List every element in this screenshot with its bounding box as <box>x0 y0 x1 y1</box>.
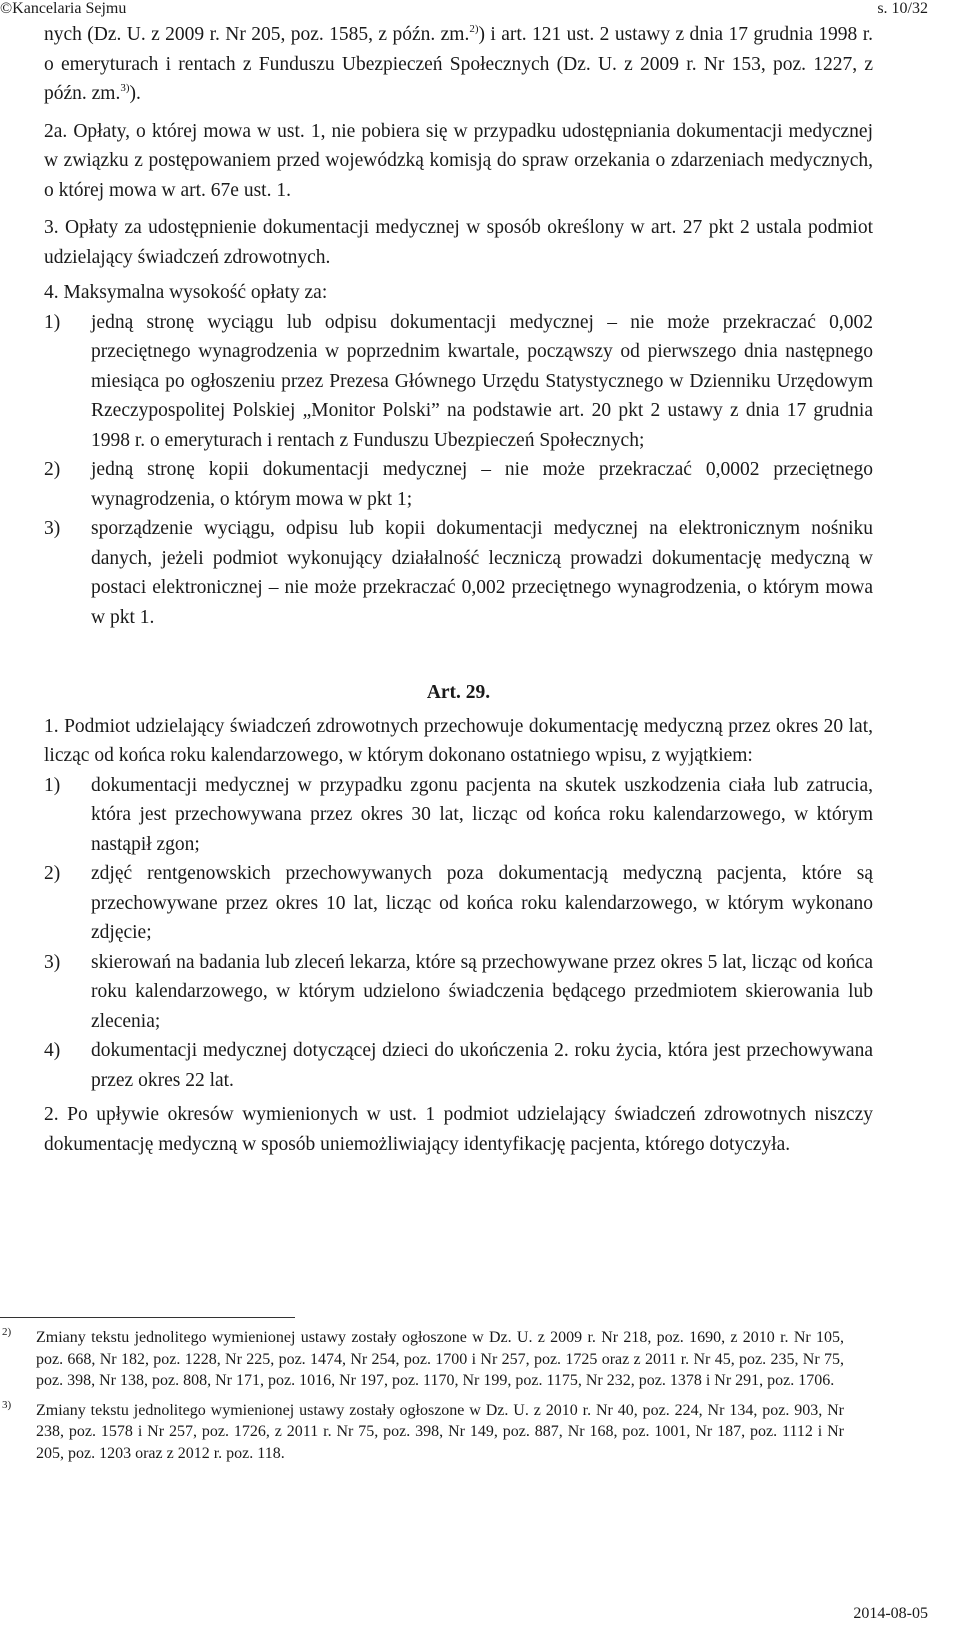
list-item-number: 3) <box>44 518 61 539</box>
continued-text-a: nych (Dz. U. z 2009 r. Nr 205, poz. 1585, z późn. zm. <box>44 24 470 45</box>
list-item <box>44 771 873 860</box>
footnote-separator <box>0 1317 295 1318</box>
footnote-ref-3: 3) <box>120 82 130 94</box>
footnote-text: Zmiany tekstu jednolitego wymienionej ustawy zostały ogłoszone w Dz. U. z 2010 r. Nr 40, poz. 224, Nr 134, poz. 903, Nr 238, poz. 1578 i Nr 257, poz. 1726, z 2011 r. Nr 75, poz. 398, Nr 149, poz. 887, Nr 168, poz. 1001, Nr 187, poz. 1112 i Nr 205, poz. 1203 oraz z 2012 r. poz. 118. <box>36 1401 844 1462</box>
list-item-number: 2) <box>44 863 61 884</box>
list-item-number: 3) <box>44 951 61 973</box>
paragraph-2a: 2a. Opłaty, o której mowa w ust. 1, nie pobiera się w przypadku udostępniania dokumentacji medycznej w związku z postępowaniem przed wojewódzką komisją do spraw orzekania o zdarzeniach medycznych, o której mowa w art. 67e ust. 1. <box>44 120 873 201</box>
article-29-list <box>44 771 873 1096</box>
list-item-text: jedną stronę kopii dokumentacji medycznej – nie może przekraczać 0,0002 przeciętnego wynagrodzenia, o którym mowa w pkt 1; <box>91 459 873 510</box>
paragraph-4: 4. Maksymalna wysokość opłaty za: <box>44 282 328 303</box>
footnote <box>0 1400 844 1465</box>
list-item-number: 4) <box>44 1040 61 1061</box>
list-item-number: 1) <box>44 311 61 333</box>
continued-text-b: ) i art. 121 ust. 2 ustawy z dnia 17 grudnia 1998 r. o emeryturach i rentach z Funduszu Ubezpieczeń Społecznych (Dz. U. z 2009 r. Nr 153, poz. 1227, z późn. zm. <box>44 24 873 104</box>
paragraph-3: 3. Opłaty za udostępnienie dokumentacji medycznej w sposób określony w art. 27 pkt 2 ustala podmiot udzielający świadczeń zdrowotnych. <box>44 217 873 268</box>
footnote-mark: 2) <box>2 1326 12 1338</box>
list-item-text: jedną stronę wyciągu lub odpisu dokumentacji medycznej – nie może przekraczać 0,002 przeciętnego wynagrodzenia w poprzednim kwartale, począwszy od pierwszego dnia następnego miesiąca po ogłoszeniu przez Prezesa Głównego Urzędu Statystycznego w Dzienniku Urzędowym Rzeczypospolitej Polskiej „Monitor Polski” na podstawie art. 20 pkt 2 ustawy z dnia 17 grudnia 1998 r. o emeryturach i rentach z Funduszu Ubezpieczeń Społecznych; <box>91 311 873 451</box>
header-publisher: ©Kancelaria Sejmu <box>0 0 127 17</box>
list-item-text: sporządzenie wyciągu, odpisu lub kopii dokumentacji medycznej na elektronicznym nośniku danych, jeżeli podmiot wykonujący działalność leczniczą prowadzi dokumentację medyczną w postaci elektronicznej – nie może przekraczać 0,002 przeciętnego wynagrodzenia, o którym mowa w pkt 1. <box>91 518 873 628</box>
list-item <box>44 948 873 1037</box>
continued-text-c: ). <box>129 83 141 104</box>
article-title: Art. 29. <box>426 682 491 703</box>
list-item-text: zdjęć rentgenowskich przechowywanych poza dokumentacją medyczną pacjenta, które są przechowywane przez okres 10 lat, licząc od końca roku kalendarzowego, w którym wykonano zdjęcie; <box>91 863 873 943</box>
article-29-paragraph-2: 2. Po upływie okresów wymienionych w ust. 1 podmiot udzielający świadczeń zdrowotnych niszczy dokumentację medyczną w sposób uniemożliwiający identyfikację pacjenta, którego dotyczyła. <box>44 1104 873 1155</box>
list-item <box>44 308 873 456</box>
list-item-number: 1) <box>44 774 61 796</box>
list-item <box>44 455 873 514</box>
footnote-text: Zmiany tekstu jednolitego wymienionej ustawy zostały ogłoszone w Dz. U. z 2009 r. Nr 218, poz. 1690, z 2010 r. Nr 105, poz. 668, Nr 182, poz. 1228, Nr 225, poz. 1474, Nr 254, poz. 1700 i Nr 257, poz. 1725 oraz z 2011 r. Nr 45, poz. 235, Nr 75, poz. 398, Nr 138, poz. 808, Nr 171, poz. 1016, Nr 197, poz. 1170, Nr 199, poz. 1175, Nr 232, poz. 1378 i Nr 291, poz. 1706. <box>36 1329 844 1389</box>
footnotes <box>0 1327 844 1464</box>
document-body <box>44 20 873 1159</box>
list-item-text: dokumentacji medycznej w przypadku zgonu pacjenta na skutek uszkodzenia ciała lub zatrucia, która jest przechowywana przez okres 30 lat, licząc od końca roku kalendarzowego, w którym nastąpił zgon; <box>91 774 873 855</box>
footer-date: 2014-08-05 <box>853 1605 928 1622</box>
footnote <box>0 1327 844 1392</box>
list-item-text: dokumentacji medycznej dotyczącej dzieci do ukończenia 2. roku życia, która jest przechowywana przez okres 22 lat. <box>91 1040 873 1091</box>
continued-paragraph <box>44 20 873 109</box>
list-item <box>44 859 873 948</box>
footnote-ref-2: 2) <box>469 23 479 35</box>
article-29-paragraph-1: 1. Podmiot udzielający świadczeń zdrowotnych przechowuje dokumentację medyczną przez okres 20 lat, licząc od końca roku kalendarzowego, w którym dokonano ostatniego wpisu, z wyjątkiem: <box>44 715 873 766</box>
page-number: s. 10/32 <box>877 0 928 17</box>
list-item-text: skierowań na badania lub zleceń lekarza, które są przechowywane przez okres 5 lat, licząc od końca roku kalendarzowego, w którym udzielono świadczenia będącego przedmiotem skierowania lub zlecenia; <box>91 951 873 1032</box>
list-item <box>44 514 873 632</box>
footnote-mark: 3) <box>2 1398 12 1411</box>
list-item-number: 2) <box>44 459 61 480</box>
paragraph-4-list <box>44 308 873 633</box>
list-item <box>44 1036 873 1095</box>
